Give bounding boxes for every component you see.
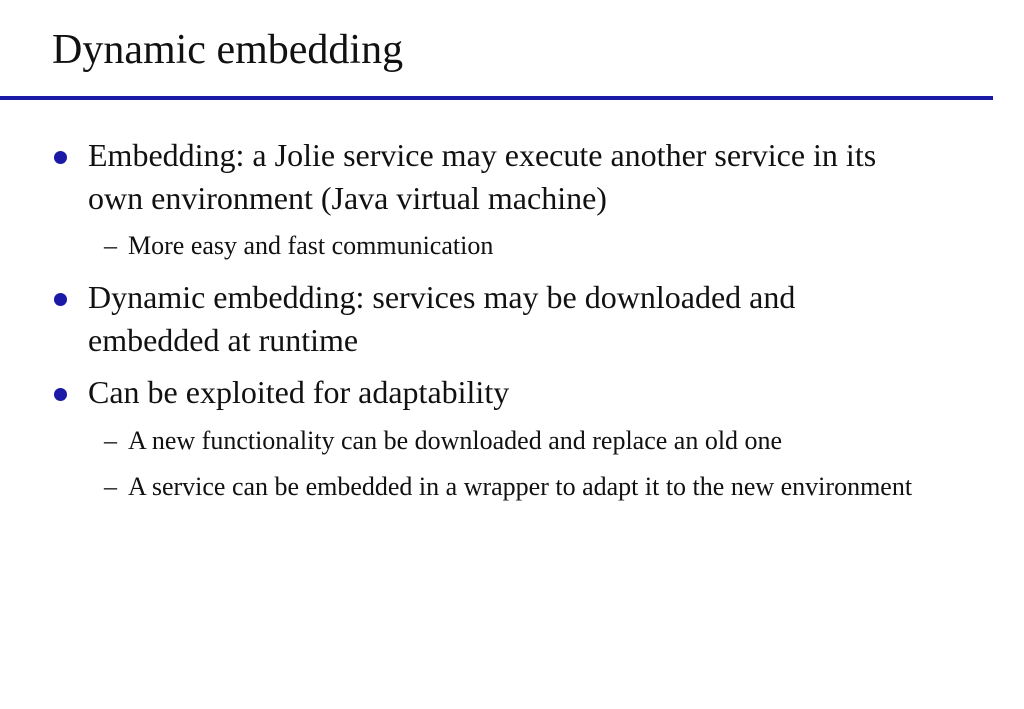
sub-bullet-text: A service can be embedded in a wrapper to adapt it to the new environment [128,472,913,501]
title-divider [0,96,993,100]
sub-bullet-item [104,228,934,264]
dash-marker: – [104,426,117,455]
slide-title: Dynamic embedding [52,27,404,73]
bullet-item [54,276,934,362]
bullet-text: Can be exploited for adaptability [88,374,510,410]
sub-bullet-text: A new functionality can be downloaded and replace an old one [128,426,783,455]
dash-marker: – [104,472,117,501]
sub-bullet-item [104,423,934,459]
sub-bullet-text: More easy and fast communication [128,231,494,260]
bullet-text: Embedding: a Jolie service may execute another service in its own environment (Java virtual machine) [88,137,877,216]
bullet-item [54,371,934,414]
bullet-dot-icon [54,293,67,306]
bullet-dot-icon [54,388,67,401]
bullet-dot-icon [54,151,67,164]
dash-marker: – [104,231,117,260]
bullet-text: Dynamic embedding: services may be downloaded and embedded at runtime [88,279,796,358]
sub-bullet-item [104,469,934,541]
bullet-item [54,134,934,220]
